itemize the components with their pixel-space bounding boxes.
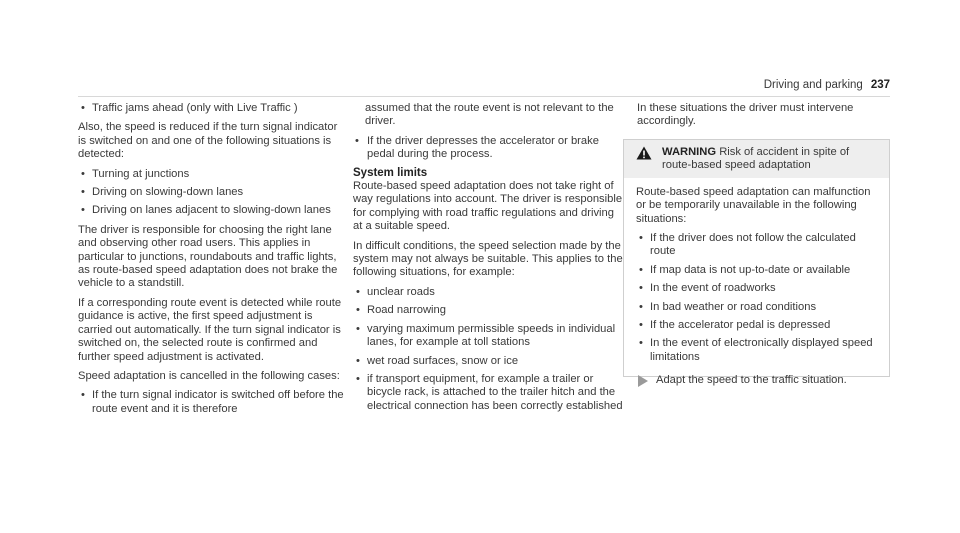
play-arrow-icon bbox=[638, 374, 648, 391]
column-3 bbox=[637, 102, 890, 135]
paragraph: Route-based speed adaptation does not take right of way regulations into account. The driver is responsible for complying with road traffic regulations and driving at a suitable speed. bbox=[353, 180, 623, 233]
list-item: • Driving on slowing-down lanes bbox=[81, 186, 244, 199]
bullet-icon: • bbox=[639, 263, 643, 276]
paragraph: Speed adaptation is cancelled in the following cases: bbox=[78, 369, 340, 382]
list-item: • Turning at junctions bbox=[81, 167, 190, 180]
section-heading: System limits bbox=[353, 166, 428, 179]
action-text: Adapt the speed to the traffic situation. bbox=[656, 374, 847, 387]
list-item: • In bad weather or road conditions bbox=[639, 300, 817, 313]
list-continuation: assumed that the route event is not relevant to the driver. bbox=[365, 102, 614, 128]
bullet-icon: • bbox=[356, 354, 360, 367]
warning-intro: Route-based speed adaptation can malfunction or be temporarily unavailable in the following situations: bbox=[636, 185, 871, 225]
list-item: • if transport equipment, for example a trailer or bicycle rack, is attached to the trailer hitch and the electrical connection has been correctly established bbox=[356, 372, 623, 412]
bullet-icon: • bbox=[356, 322, 360, 335]
list-item: • Road narrowing bbox=[356, 304, 446, 317]
header-divider bbox=[78, 96, 890, 97]
warning-box bbox=[623, 139, 890, 387]
bullet-icon: • bbox=[81, 167, 85, 180]
bullet-icon: • bbox=[639, 300, 643, 313]
paragraph: The driver is responsible for choosing the right lane and observing other road users. This applies in particular to junctions, roundabouts and traffic lights, as route-based speed adaptation does not brake the vehicle to a standstill. bbox=[78, 223, 338, 290]
bullet-icon: • bbox=[355, 134, 359, 147]
paragraph: Also, the speed is reduced if the turn signal indicator is switched on and one of the following situations is detected: bbox=[78, 121, 338, 161]
bullet-icon: • bbox=[356, 304, 360, 317]
bullet-icon: • bbox=[639, 319, 643, 332]
bullet-icon: • bbox=[81, 389, 85, 402]
column-2 bbox=[353, 102, 623, 419]
bullet-icon: • bbox=[639, 232, 643, 245]
bullet-icon: • bbox=[81, 204, 85, 217]
warning-title bbox=[662, 146, 879, 173]
bullet-icon: • bbox=[81, 102, 85, 114]
paragraph: In difficult conditions, the speed selection made by the system may not always be suitable. This applies to the following situations, for example: bbox=[353, 239, 623, 279]
list-item: • In the event of electronically displayed speed limitations bbox=[639, 337, 873, 363]
bullet-icon: • bbox=[356, 285, 360, 298]
list-item: • wet road surfaces, snow or ice bbox=[356, 354, 519, 367]
column-1 bbox=[78, 102, 346, 422]
list-item: • If the accelerator pedal is depressed bbox=[639, 319, 831, 332]
page-number: 237 bbox=[870, 79, 890, 91]
warning-triangle-icon bbox=[636, 146, 654, 173]
warning-body bbox=[624, 178, 889, 392]
page-header bbox=[764, 79, 890, 92]
bullet-icon: • bbox=[639, 337, 643, 350]
list-item: • If the turn signal indicator is switched off before the route event and it is therefore bbox=[81, 389, 344, 415]
paragraph: In these situations the driver must intervene accordingly. bbox=[637, 102, 854, 128]
list-item: • Traffic jams ahead (only with Live Traffic ) bbox=[81, 102, 298, 114]
list-item: • varying maximum permissible speeds in individual lanes, for example at toll stations bbox=[356, 322, 616, 349]
warning-title-text: Risk of accident in spite of route-based speed adaptation bbox=[662, 146, 850, 172]
warning-label: WARNING bbox=[662, 146, 717, 158]
warning-header bbox=[624, 140, 889, 178]
list-traffic-jams bbox=[78, 102, 346, 115]
list-item: • If the driver depresses the accelerator or brake pedal during the process. bbox=[355, 134, 599, 161]
bullet-icon: • bbox=[356, 372, 360, 385]
list-item: • If map data is not up-to-date or available bbox=[639, 263, 851, 276]
list-conditions bbox=[353, 286, 623, 413]
list-situations bbox=[78, 168, 346, 218]
warning-action bbox=[636, 374, 877, 391]
list-item: • In the event of roadworks bbox=[639, 282, 776, 295]
bullet-icon: • bbox=[639, 282, 643, 295]
list-cancel-cases bbox=[78, 389, 346, 416]
paragraph: If a corresponding route event is detected while route guidance is active, the first speed adjustment is carried out automatically. If the turn signal indicator is switched on, the selected route is confirmed and further speed adjustment is activated. bbox=[78, 296, 342, 363]
list-item: • If the driver does not follow the calculated route bbox=[639, 232, 856, 258]
warning-list bbox=[636, 232, 877, 364]
list-item: • Driving on lanes adjacent to slowing-down lanes bbox=[81, 204, 331, 217]
bullet-icon: • bbox=[81, 186, 85, 199]
list-item: • unclear roads bbox=[356, 285, 435, 298]
header-title: Driving and parking bbox=[763, 79, 863, 91]
